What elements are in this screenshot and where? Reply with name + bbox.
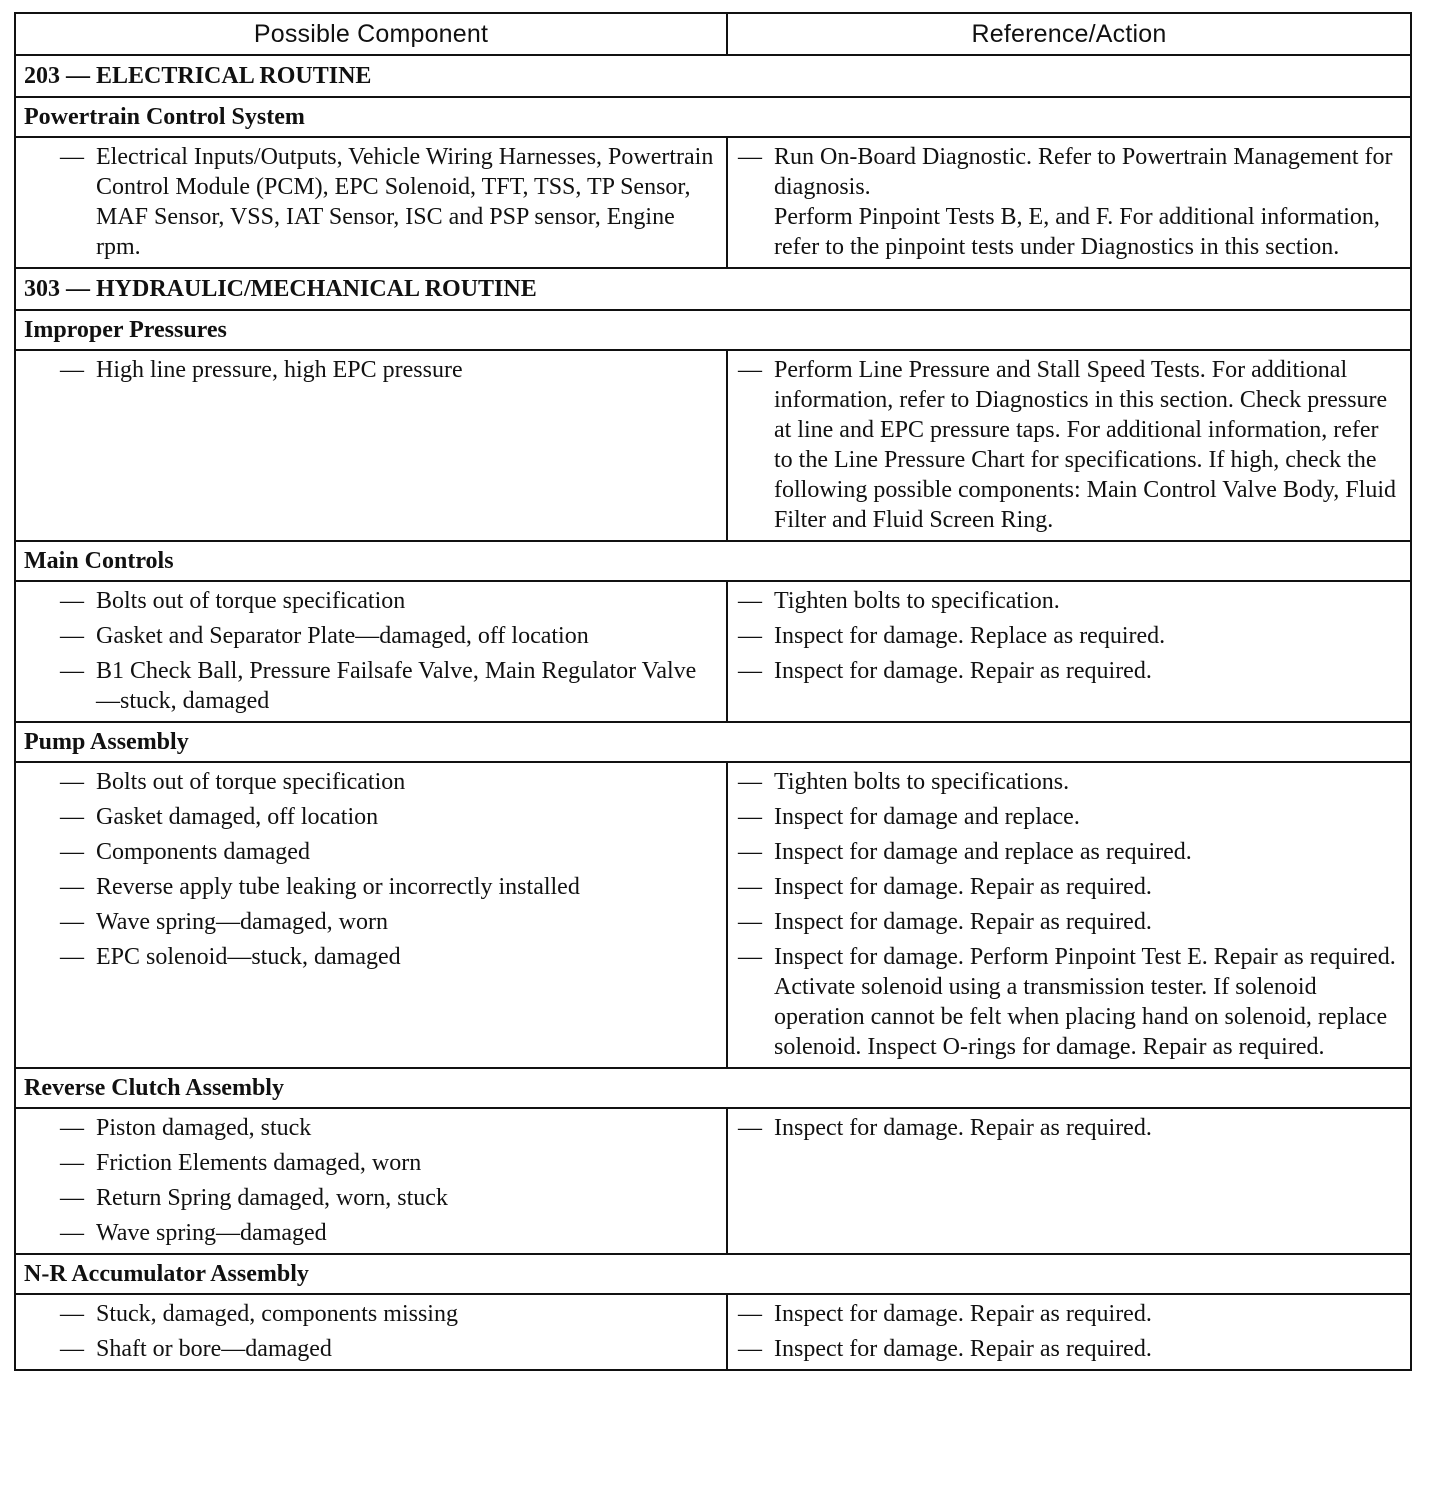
action-item — [728, 656, 1410, 686]
component-text: Return Spring damaged, worn, stuck — [96, 1185, 448, 1211]
dash-bullet: — — [738, 658, 762, 684]
component-text: B1 Check Ball, Pressure Failsafe Valve, Main Regulator Valve—stuck, damaged — [96, 658, 697, 714]
group-title: Improper Pressures — [15, 310, 1411, 350]
action-text: Run On-Board Diagnostic. Refer to Powertrain Management for diagnosis. — [774, 144, 1393, 200]
component-text: Wave spring—damaged — [96, 1220, 327, 1246]
group-title: Powertrain Control System — [15, 97, 1411, 137]
action-text: Inspect for damage. Repair as required. — [774, 909, 1152, 935]
action-text: Inspect for damage. Repair as required. — [774, 874, 1152, 900]
components-cell — [15, 1108, 727, 1254]
section-row — [15, 55, 1411, 97]
actions-cell — [727, 1294, 1411, 1370]
dash-bullet: — — [738, 1301, 762, 1327]
header-possible-component: Possible Component — [15, 13, 727, 55]
dash-bullet: — — [60, 357, 84, 383]
diagnostic-table-page — [14, 12, 1410, 1371]
action-item — [728, 942, 1410, 1062]
components-cell — [15, 137, 727, 268]
dash-bullet: — — [738, 839, 762, 865]
dash-bullet: — — [738, 1115, 762, 1141]
action-text: Inspect for damage and replace. — [774, 804, 1080, 830]
component-item — [16, 355, 726, 385]
dash-bullet: — — [60, 1220, 84, 1246]
actions-cell — [727, 137, 1411, 268]
action-text: Perform Line Pressure and Stall Speed Tests. For additional information, refer to Diagnostics in this section. Check pressure at line and EPC pressure taps. For additional information, refer to the Line Pressure Chart for specifications. If high, check the following possible components: Main Control Valve Body, Fluid Filter and Fluid Screen Ring. — [774, 357, 1396, 533]
dash-bullet: — — [60, 909, 84, 935]
group-body-row — [15, 350, 1411, 541]
header-reference-action: Reference/Action — [727, 13, 1411, 55]
component-item — [16, 621, 726, 651]
component-text: Gasket and Separator Plate—damaged, off location — [96, 623, 589, 649]
action-text: Inspect for damage and replace as required. — [774, 839, 1192, 865]
action-item — [728, 1299, 1410, 1329]
dash-bullet: — — [60, 588, 84, 614]
action-text: Inspect for damage. Repair as required. — [774, 1336, 1152, 1362]
dash-bullet: — — [60, 839, 84, 865]
action-text: Inspect for damage. Repair as required. — [774, 1115, 1152, 1141]
action-text: Tighten bolts to specification. — [774, 588, 1060, 614]
section-title: 203 — ELECTRICAL ROUTINE — [15, 55, 1411, 97]
group-body-row — [15, 1294, 1411, 1370]
diagnostic-table — [14, 12, 1412, 1371]
section-row — [15, 268, 1411, 310]
action-item — [728, 1113, 1410, 1143]
component-text: EPC solenoid—stuck, damaged — [96, 944, 401, 970]
components-cell — [15, 350, 727, 541]
action-item — [728, 837, 1410, 867]
action-text: Inspect for damage. Perform Pinpoint Test E. Repair as required. Activate solenoid using a transmission tester. If solenoid operation cannot be felt when placing hand on solenoid, replace solenoid. Inspect O-rings for damage. Repair as required. — [774, 944, 1396, 1060]
action-item — [728, 355, 1410, 535]
component-item — [16, 1218, 726, 1248]
component-item — [16, 907, 726, 937]
actions-cell — [727, 581, 1411, 722]
component-item — [16, 1334, 726, 1364]
actions-cell — [727, 1108, 1411, 1254]
dash-bullet: — — [738, 588, 762, 614]
group-body-row — [15, 1108, 1411, 1254]
action-item — [728, 802, 1410, 832]
section-title: 303 — HYDRAULIC/MECHANICAL ROUTINE — [15, 268, 1411, 310]
action-item — [728, 142, 1410, 202]
action-item — [728, 586, 1410, 616]
dash-bullet: — — [738, 144, 762, 170]
dash-bullet: — — [738, 874, 762, 900]
dash-bullet: — — [60, 1185, 84, 1211]
action-item — [728, 767, 1410, 797]
action-text: Tighten bolts to specifications. — [774, 769, 1070, 795]
group-row — [15, 541, 1411, 581]
group-body-row — [15, 137, 1411, 268]
group-title: N-R Accumulator Assembly — [15, 1254, 1411, 1294]
action-item — [728, 907, 1410, 937]
component-text: Stuck, damaged, components missing — [96, 1301, 458, 1327]
component-text: Electrical Inputs/Outputs, Vehicle Wiring Harnesses, Powertrain Control Module (PCM), EPC Solenoid, TFT, TSS, TP Sensor, MAF Sensor, VSS, IAT Sensor, ISC and PSP sensor, Engine rpm. — [96, 144, 714, 260]
component-item — [16, 1183, 726, 1213]
dash-bullet: — — [738, 769, 762, 795]
dash-bullet: — — [60, 144, 84, 170]
components-cell — [15, 1294, 727, 1370]
component-text: Piston damaged, stuck — [96, 1115, 312, 1141]
action-item — [728, 621, 1410, 651]
actions-cell — [727, 762, 1411, 1068]
component-item — [16, 1113, 726, 1143]
component-text: Bolts out of torque specification — [96, 588, 406, 614]
component-item — [16, 586, 726, 616]
component-item — [16, 872, 726, 902]
action-text: Inspect for damage. Repair as required. — [774, 658, 1152, 684]
dash-bullet: — — [60, 658, 84, 684]
component-text: Wave spring—damaged, worn — [96, 909, 388, 935]
dash-bullet: — — [60, 623, 84, 649]
group-title: Main Controls — [15, 541, 1411, 581]
group-row — [15, 1068, 1411, 1108]
component-item — [16, 1148, 726, 1178]
component-item — [16, 656, 726, 716]
group-row — [15, 1254, 1411, 1294]
component-text: Shaft or bore—damaged — [96, 1336, 332, 1362]
dash-bullet: — — [738, 909, 762, 935]
group-row — [15, 97, 1411, 137]
component-item — [16, 942, 726, 972]
component-item — [16, 802, 726, 832]
dash-bullet: — — [60, 944, 84, 970]
component-item — [16, 1299, 726, 1329]
action-continuation: Perform Pinpoint Tests B, E, and F. For additional information, refer to the pinpoint tests under Diagnostics in this section. — [774, 204, 1380, 260]
action-text: Inspect for damage. Repair as required. — [774, 1301, 1152, 1327]
dash-bullet: — — [738, 944, 762, 970]
action-item — [728, 1334, 1410, 1364]
components-cell — [15, 762, 727, 1068]
group-row — [15, 722, 1411, 762]
components-cell — [15, 581, 727, 722]
dash-bullet: — — [60, 804, 84, 830]
component-item — [16, 767, 726, 797]
action-text: Inspect for damage. Replace as required. — [774, 623, 1166, 649]
component-text: Friction Elements damaged, worn — [96, 1150, 422, 1176]
dash-bullet: — — [738, 1336, 762, 1362]
component-item — [16, 142, 726, 262]
dash-bullet: — — [738, 357, 762, 383]
component-text: Gasket damaged, off location — [96, 804, 379, 830]
component-item — [16, 837, 726, 867]
group-title: Reverse Clutch Assembly — [15, 1068, 1411, 1108]
actions-cell — [727, 350, 1411, 541]
component-text: Components damaged — [96, 839, 310, 865]
dash-bullet: — — [738, 623, 762, 649]
table-body — [15, 55, 1411, 1370]
dash-bullet: — — [60, 769, 84, 795]
component-text: Bolts out of torque specification — [96, 769, 406, 795]
group-row — [15, 310, 1411, 350]
dash-bullet: — — [60, 1150, 84, 1176]
group-body-row — [15, 762, 1411, 1068]
header-row — [15, 13, 1411, 55]
action-item — [728, 872, 1410, 902]
dash-bullet: — — [738, 804, 762, 830]
group-title: Pump Assembly — [15, 722, 1411, 762]
group-body-row — [15, 581, 1411, 722]
dash-bullet: — — [60, 1336, 84, 1362]
dash-bullet: — — [60, 874, 84, 900]
component-text: High line pressure, high EPC pressure — [96, 357, 463, 383]
component-text: Reverse apply tube leaking or incorrectly installed — [96, 874, 580, 900]
dash-bullet: — — [60, 1301, 84, 1327]
dash-bullet: — — [60, 1115, 84, 1141]
